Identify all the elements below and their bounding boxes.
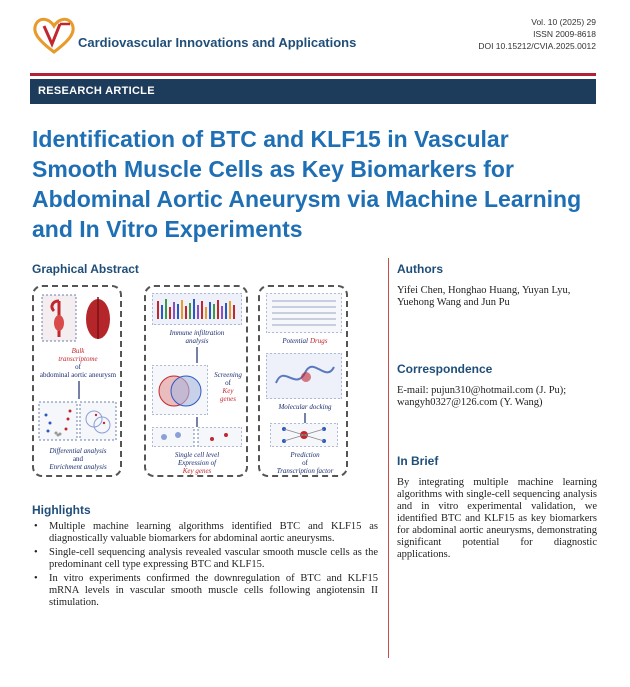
bulk-label-4: abdominal aortic aneurysm [39,371,117,379]
journal-logo-icon [30,14,78,56]
highlights-list [32,521,378,611]
highlights-heading: Highlights [32,503,91,517]
diff-label-1: Differential analysis [49,447,107,455]
correspondence-text: E-mail: pujun310@hotmail.com (J. Pu); wangyh0327@126.com (Y. Wang) [397,385,567,408]
arrow-down-icon [194,347,200,363]
authors-heading: Authors [397,262,443,276]
arrow-down-icon [194,417,200,427]
screening-label-3: Key [222,387,234,395]
tf-label-3: Transcription factor [276,467,334,475]
header-accent-line [30,73,596,76]
article-type-bar [30,79,596,104]
journal-header [0,0,630,80]
graphical-abstract-heading: Graphical Abstract [32,262,139,276]
sc-label-2: Expression of [177,459,217,467]
immune-heatmap-icon [152,293,242,325]
correspondence-heading: Correspondence [397,362,493,376]
journal-meta [478,16,596,52]
highlight-item: • In vitro experiments confirmed the downregulation of BTC and KLF15 mRNA levels in vascular smooth muscle cells following angiotensin II stimulation. [32,573,378,609]
highlight-item: • Multiple machine learning algorithms identified BTC and KLF15 as diagnostically valuable biomarkers for abdominal aortic aneurysms. [32,521,378,545]
ga-panel-screening [144,285,248,477]
graphical-abstract [32,285,378,478]
authors-text: Yifei Chen, Honghao Huang, Yuyan Lyu, Yuehong Wang and Jun Pu [397,285,571,308]
bulk-label-2: transcriptome [58,355,98,363]
immune-label-2: analysis [185,337,209,345]
aorta-figure-icon [40,293,116,343]
article-type-label: RESEARCH ARTICLE [38,85,155,97]
diff-label-3: Enrichment analysis [49,463,107,471]
single-cell-umap-icon [152,427,242,447]
tf-label-1: Prediction [290,451,320,459]
sc-label-3: Key genes [182,467,212,475]
sc-label-1: Single cell level [174,451,220,459]
drug-table-icon [266,293,342,333]
docking-label: Molecular docking [278,403,332,411]
journal-name: Cardiovascular Innovations and Applications [78,35,357,50]
tf-network-icon [270,423,338,447]
arrow-down-icon [76,381,82,399]
ga-panel-drugs [258,285,348,477]
article-title: Identification of BTC and KLF15 in Vascular Smooth Muscle Cells as Key Biomarkers for Abdominal Aortic Aneurysm via Machine Learning and In Vitro Experiments [32,126,582,242]
tf-label-2: of [302,459,308,467]
molecular-docking-icon [266,353,342,399]
issn-text: ISSN 2009-8618 [533,29,596,39]
drugs-label-2: Drugs [310,337,328,345]
venn-diagram-icon [152,365,208,415]
volcano-plot-icon [38,401,118,441]
screening-label-4: genes [220,395,236,403]
in-brief-heading: In Brief [397,454,439,468]
screening-label-1: Screening [214,371,242,379]
volume-text: Vol. 10 (2025) 29 [531,17,596,27]
doi-text: DOI 10.15212/CVIA.2025.0012 [478,41,596,51]
diff-label-2: and [72,455,84,463]
bulk-label-3: of [75,363,81,371]
ga-panel-bulk [32,285,122,477]
highlight-item: • Single-cell sequencing analysis revealed vascular smooth muscle cells as the predominant cell type expressing BTC and KLF15. [32,547,378,571]
bulk-label-1: Bulk [71,347,85,355]
in-brief-text: By integrating multiple machine learning algorithms with single-cell sequencing analysis and in vitro experimental validation, we identified BTC and KLF15 as key biomarkers for abdominal aortic aneurysms, demonstrating significant potential for diagnostic applications. [397,477,597,560]
screening-label-2: of [225,379,231,387]
arrow-down-icon [302,413,308,423]
immune-label-1: Immune infiltration [169,329,225,337]
drugs-label-1: Potential [282,337,308,345]
column-divider [388,258,389,658]
